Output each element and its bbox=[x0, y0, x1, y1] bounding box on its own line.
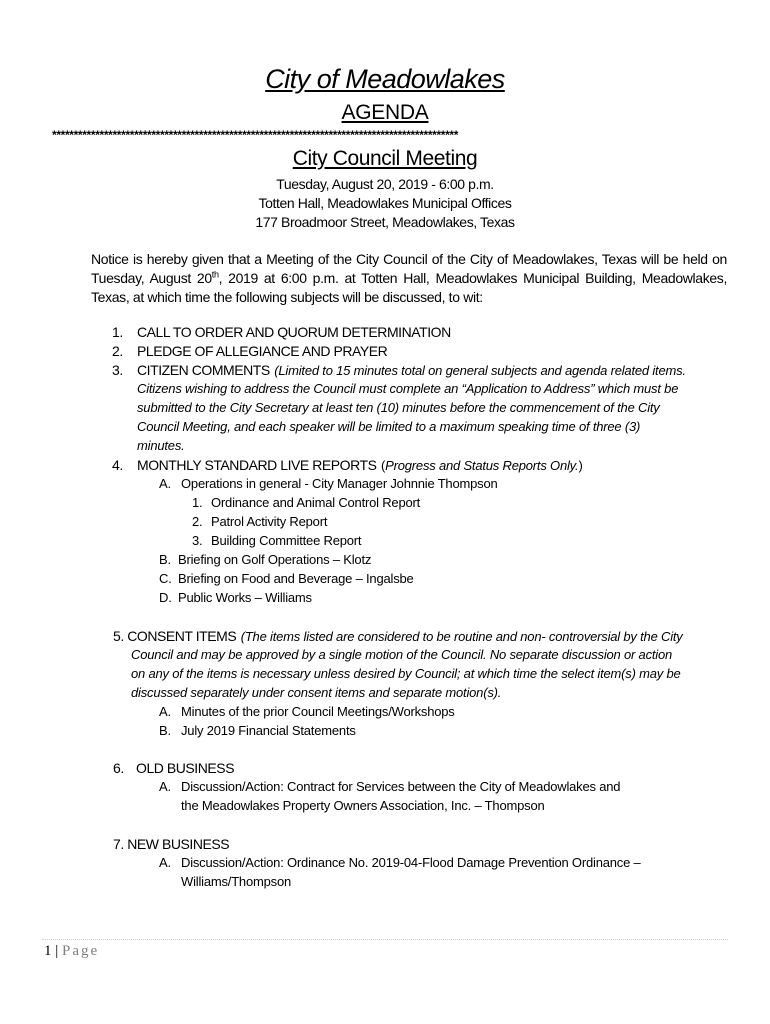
sub-item-ordinance: Discussion/Action: Ordinance No. 2019-04-Flood Damage Prevention Ordinance – bbox=[181, 855, 641, 870]
footer-divider bbox=[42, 939, 728, 940]
notice-line-1: Notice is hereby given that a Meeting of the City Council of the City of Meadowlakes, Texas will be held on bbox=[91, 251, 727, 267]
sub-item-contract: Discussion/Action: Contract for Services between the City of Meadowlakes and bbox=[181, 779, 621, 794]
agenda-heading: AGENDA bbox=[341, 101, 429, 124]
sub-item-public-works: Public Works – Williams bbox=[178, 590, 312, 605]
sub-item-golf: Briefing on Golf Operations – Klotz bbox=[178, 552, 372, 567]
sub-item-ordinance-report: Ordinance and Animal Control Report bbox=[211, 495, 421, 510]
meeting-title: City Council Meeting bbox=[292, 147, 478, 170]
city-title: City of Meadowlakes bbox=[265, 64, 505, 94]
item-call-to-order: CALL TO ORDER AND QUORUM DETERMINATION bbox=[137, 324, 451, 340]
sub-item-ordinance-cont: Williams/Thompson bbox=[181, 874, 292, 889]
page-number: 1 bbox=[44, 943, 52, 959]
item-consent: 5. CONSENT ITEMS (The items listed are considered to be routine and non- controversial by the City bbox=[113, 628, 683, 644]
page-footer: 1 | Page bbox=[44, 943, 100, 959]
sub-item-food-beverage: Briefing on Food and Beverage – Ingalsbe bbox=[178, 571, 414, 586]
sub-item-minutes: Minutes of the prior Council Meetings/Workshops bbox=[181, 704, 455, 719]
item-number: 4. bbox=[112, 457, 123, 473]
consent-note: on any of the items is necessary unless desired by Council; at which time the select item(s) may be bbox=[131, 666, 681, 681]
item-number: 6. bbox=[113, 760, 124, 776]
citizen-comments-note: submitted to the City Secretary at least ten (10) minutes before the commencement of the City bbox=[137, 400, 660, 415]
sub-letter: B. bbox=[159, 552, 171, 567]
item-monthly-reports: MONTHLY STANDARD LIVE REPORTS (Progress and Status Reports Only.) bbox=[137, 457, 583, 473]
sub-number: 2. bbox=[192, 514, 203, 529]
sub-number: 3. bbox=[192, 533, 203, 548]
asterisk-divider: ********************************************************************************************** bbox=[52, 128, 459, 142]
page-word: Page bbox=[62, 943, 100, 959]
sub-number: 1. bbox=[192, 495, 203, 510]
sub-item-contract-cont: the Meadowlakes Property Owners Association, Inc. – Thompson bbox=[181, 798, 545, 813]
citizen-comments-note: Citizens wishing to address the Council must complete an “Application to Address” which must be bbox=[137, 381, 679, 396]
item-old-business: OLD BUSINESS bbox=[136, 760, 235, 776]
sub-item-operations: Operations in general - City Manager Johnnie Thompson bbox=[181, 476, 498, 491]
item-pledge: PLEDGE OF ALLEGIANCE AND PRAYER bbox=[137, 343, 388, 359]
consent-note: Council and may be approved by a single motion of the Council. No separate discussion or action bbox=[131, 647, 673, 662]
meeting-date: Tuesday, August 20, 2019 - 6:00 p.m. bbox=[276, 176, 494, 192]
meeting-location: Totten Hall, Meadowlakes Municipal Offices bbox=[258, 195, 512, 211]
sub-letter: A. bbox=[159, 704, 171, 719]
consent-note: discussed separately under consent items and separate motion(s). bbox=[131, 685, 502, 700]
citizen-comments-note: minutes. bbox=[137, 438, 185, 453]
sub-letter: B. bbox=[159, 723, 171, 738]
sub-item-building-report: Building Committee Report bbox=[211, 533, 362, 548]
sub-letter: D. bbox=[159, 590, 172, 605]
item-number: 3. bbox=[112, 362, 123, 378]
item-citizen-comments: CITIZEN COMMENTS (Limited to 15 minutes total on general subjects and agenda related items. bbox=[137, 362, 686, 378]
sub-item-financials: July 2019 Financial Statements bbox=[181, 723, 356, 738]
item-number: 1. bbox=[112, 324, 123, 340]
citizen-comments-note: Council Meeting, and each speaker will be limited to a maximum speaking time of three (3) bbox=[137, 419, 641, 434]
sub-item-patrol-report: Patrol Activity Report bbox=[211, 514, 328, 529]
meeting-address: 177 Broadmoor Street, Meadowlakes, Texas bbox=[255, 214, 515, 230]
item-new-business: 7. NEW BUSINESS bbox=[113, 836, 230, 852]
sub-letter: A. bbox=[159, 855, 171, 870]
notice-line-3: Texas, at which time the following subjects will be discussed, to wit: bbox=[91, 289, 483, 305]
sub-letter: A. bbox=[159, 476, 171, 491]
item-number: 2. bbox=[112, 343, 123, 359]
notice-line-2: Tuesday, August 20th, 2019 at 6:00 p.m. at Totten Hall, Meadowlakes Municipal Building, Meadowlakes, bbox=[91, 269, 727, 286]
sub-letter: A. bbox=[159, 779, 171, 794]
sub-letter: C. bbox=[159, 571, 172, 586]
